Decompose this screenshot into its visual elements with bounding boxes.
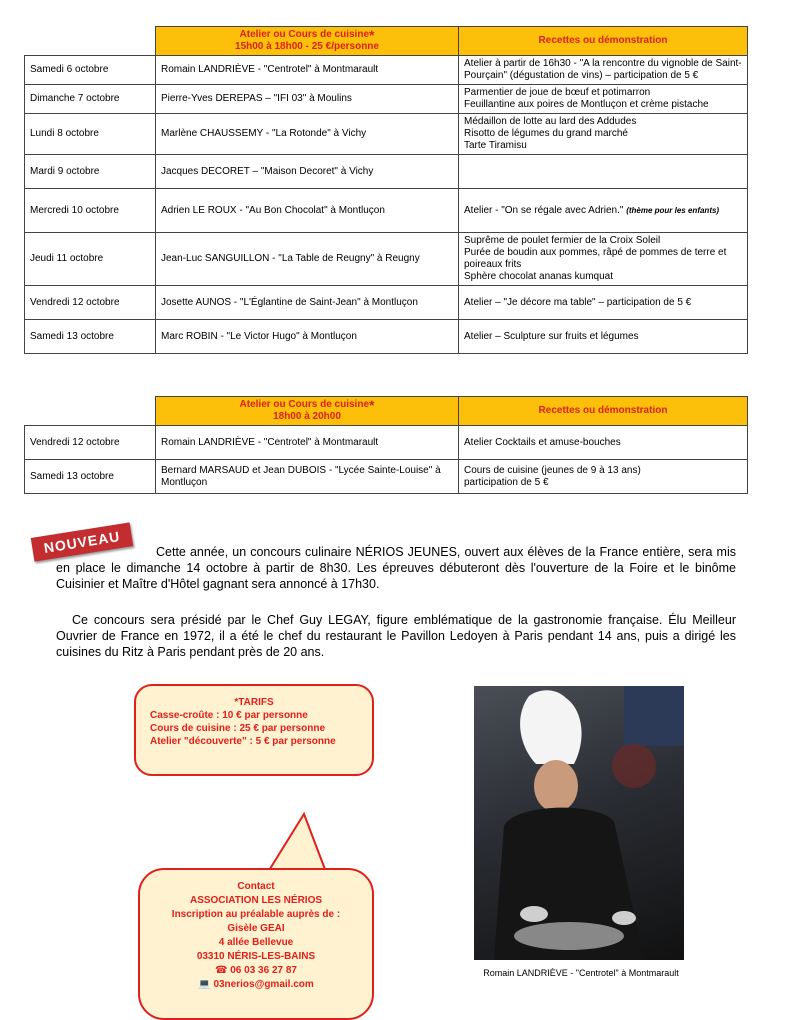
recipes-cell (459, 233, 748, 286)
recipe-line: Atelier Cocktails et amuse-bouches (464, 436, 621, 448)
header-atelier-cell (156, 27, 459, 56)
table-header-row (25, 27, 748, 56)
table-row (25, 85, 748, 114)
recipes-cell (459, 85, 748, 114)
paragraph-concours (56, 544, 736, 592)
chef-cell: Marlène CHAUSSEMY - "La Rotonde" à Vichy (156, 114, 459, 155)
recipes-cell (459, 114, 748, 155)
recipes-cell (459, 56, 748, 85)
table-body (25, 56, 748, 354)
tail-shape (268, 814, 326, 872)
header-recettes-cell (459, 27, 748, 56)
chef-cell: Adrien LE ROUX - "Au Bon Chocolat" à Montluçon (156, 189, 459, 233)
contact-org: ASSOCIATION LES NÉRIOS (189, 895, 323, 906)
header-star: * (369, 397, 375, 413)
tarif-line: Casse-croûte : 10 € par personne (150, 710, 308, 721)
day-cell: Samedi 6 octobre (25, 56, 156, 85)
speech-bubble-tail (260, 814, 350, 874)
contact-phone[interactable]: 06 03 36 27 87 (230, 965, 297, 976)
table-row (25, 155, 748, 189)
recipe-line: Atelier - "On se régale avec Adrien." (464, 204, 624, 216)
table-row (25, 426, 748, 460)
day-cell: Mercredi 10 octobre (25, 189, 156, 233)
header-atelier-time: 18h00 à 20h00 (273, 411, 341, 422)
table-row (25, 233, 748, 286)
chef-illustration (474, 686, 684, 960)
header-star: * (369, 27, 375, 43)
header-recettes-cell (459, 397, 748, 426)
recipes-cell (459, 286, 748, 320)
table-row (25, 320, 748, 354)
table-row (25, 56, 748, 85)
recipes-cell (459, 189, 748, 233)
header-blank-cell (25, 397, 156, 426)
contact-email-row (140, 978, 372, 992)
phone-icon: ☎ (215, 965, 231, 976)
day-cell: Vendredi 12 octobre (25, 286, 156, 320)
recipes-cell (459, 426, 748, 460)
day-cell: Samedi 13 octobre (25, 460, 156, 494)
contact-intro: Inscription au préalable auprès de : (171, 909, 341, 920)
recipe-line: Parmentier de joue de bœuf et potimarron (464, 87, 651, 98)
day-cell: Dimanche 7 octobre (25, 85, 156, 114)
recipe-line: participation de 5 € (464, 476, 549, 488)
recipes-cell (459, 155, 748, 189)
table-body (25, 426, 748, 494)
recipe-line: Risotto de légumes du grand marché (464, 128, 628, 139)
chef-cell: Bernard MARSAUD et Jean DUBOIS - "Lycée Sainte-Louise" à Montluçon (156, 460, 459, 494)
chef-face (534, 760, 578, 812)
tarif-line: Cours de cuisine : 25 € par personne (150, 723, 326, 734)
recipe-line: Atelier – "Je décore ma table" – participation de 5 € (464, 296, 692, 308)
header-atelier-time: 15h00 à 18h00 - 25 €/personne (235, 41, 379, 52)
recipe-line: Atelier – Sculpture sur fruits et légumes (464, 330, 639, 342)
tarifs-lines (150, 709, 372, 748)
paragraph-concours-text: Cette année, un concours culinaire NÉRIOS JEUNES, ouvert aux élèves de la France entière, sera mis en place le dimanche 14 octobre à partir de 8h30. Les épreuves débuteront dès l'ouverture de la Foire et le binôme Cuisinier et Maître d'Hôtel gagnant sera annoncé à 17h30. (56, 545, 736, 591)
schedule-table-afternoon (24, 26, 748, 354)
nouveau-badge: NOUVEAU (31, 522, 134, 561)
day-cell: Vendredi 12 octobre (25, 426, 156, 460)
recipe-line: Suprême de poulet fermier de la Croix Soleil (464, 235, 661, 246)
recipe-line: Purée de boudin aux pommes, râpé de pommes de terre et poireaux frits (464, 247, 727, 270)
backdrop-sign (624, 686, 684, 746)
chef-cell: Marc ROBIN - "Le Victor Hugo" à Montluçon (156, 320, 459, 354)
recipe-line: Médaillon de lotte au lard des Addudes (464, 116, 637, 127)
tarif-line: Atelier "découverte" : 5 € par personne (150, 736, 336, 747)
day-cell: Jeudi 11 octobre (25, 233, 156, 286)
contact-city: 03310 NÉRIS-LES-BAINS (196, 951, 316, 962)
chef-cell: Pierre-Yves DEREPAS – "IFI 03" à Moulins (156, 85, 459, 114)
chef-cell: Romain LANDRIÈVE - "Centrotel" à Montmarault (156, 56, 459, 85)
recipe-line: Tarte Tiramisu (464, 140, 527, 151)
recipe-note: (thème pour les enfants) (626, 205, 720, 215)
header-atelier-label: Atelier ou Cours de cuisine (239, 29, 370, 40)
table-row (25, 460, 748, 494)
chef-cell: Romain LANDRIÈVE - "Centrotel" à Montmarault (156, 426, 459, 460)
header-atelier-label: Atelier ou Cours de cuisine (239, 399, 370, 410)
table-header-row (25, 397, 748, 426)
contact-bubble (138, 868, 374, 1020)
recipes-cell (459, 460, 748, 494)
chef-cell: Jean-Luc SANGUILLON - "La Table de Reugny" à Reugny (156, 233, 459, 286)
chef-cell: Josette AUNOS - "L'Églantine de Saint-Jean" à Montluçon (156, 286, 459, 320)
chef-cell: Jacques DECORET – "Maison Decoret" à Vichy (156, 155, 459, 189)
header-recettes-label: Recettes ou démonstration (538, 405, 668, 416)
paragraph-legay (56, 612, 736, 660)
cooking-bowl (514, 922, 624, 950)
schedule-table-evening (24, 396, 748, 494)
header-blank-cell (25, 27, 156, 56)
day-cell: Lundi 8 octobre (25, 114, 156, 155)
tarifs-title-text: TARIFS (238, 697, 274, 708)
recipe-line: Feuillantine aux poires de Montluçon et crème pistache (464, 99, 709, 110)
contact-name: Gisèle GEAI (227, 923, 285, 934)
chef-photo (474, 686, 684, 960)
recipes-cell (459, 320, 748, 354)
header-atelier-cell (156, 397, 459, 426)
small-bowl (612, 911, 636, 925)
small-bowl (520, 906, 548, 922)
tarifs-box (134, 684, 374, 776)
table-row (25, 189, 748, 233)
day-cell: Samedi 13 octobre (25, 320, 156, 354)
contact-street: 4 allée Bellevue (218, 937, 294, 948)
photo-caption: Romain LANDRIÈVE - "Centrotel" à Montmarault (483, 968, 679, 978)
tarifs-title (136, 696, 372, 709)
toque-hat (520, 690, 581, 764)
header-recettes-label: Recettes ou démonstration (538, 35, 668, 46)
contact-title: Contact (237, 881, 275, 892)
contact-email[interactable]: 03nerios@gmail.com (213, 979, 314, 990)
recipe-line: Sphère chocolat ananas kumquat (464, 271, 613, 282)
contact-phone-row (140, 964, 372, 978)
day-cell: Mardi 9 octobre (25, 155, 156, 189)
tarifs-star: * (234, 697, 239, 708)
backdrop-light (612, 744, 656, 788)
table-row (25, 286, 748, 320)
recipe-line: Cours de cuisine (jeunes de 9 à 13 ans) (464, 464, 641, 476)
recipe-line: Atelier à partir de 16h30 - "A la rencontre du vignoble de Saint-Pourçain" (dégustation de vins) – participation de 5 € (464, 58, 742, 81)
table-row (25, 114, 748, 155)
paragraph-legay-text: Ce concours sera présidé par le Chef Guy LEGAY, figure emblématique de la gastronomie française. Élu Meilleur Ouvrier de France en 1972, il a été le chef du restaurant le Pavillon Ledoyen à Paris pendant 14 ans, puis a dirigé les cuisines du Ritz à Paris pendant près de 20 ans. (56, 613, 736, 659)
computer-icon: 💻 (198, 979, 214, 990)
